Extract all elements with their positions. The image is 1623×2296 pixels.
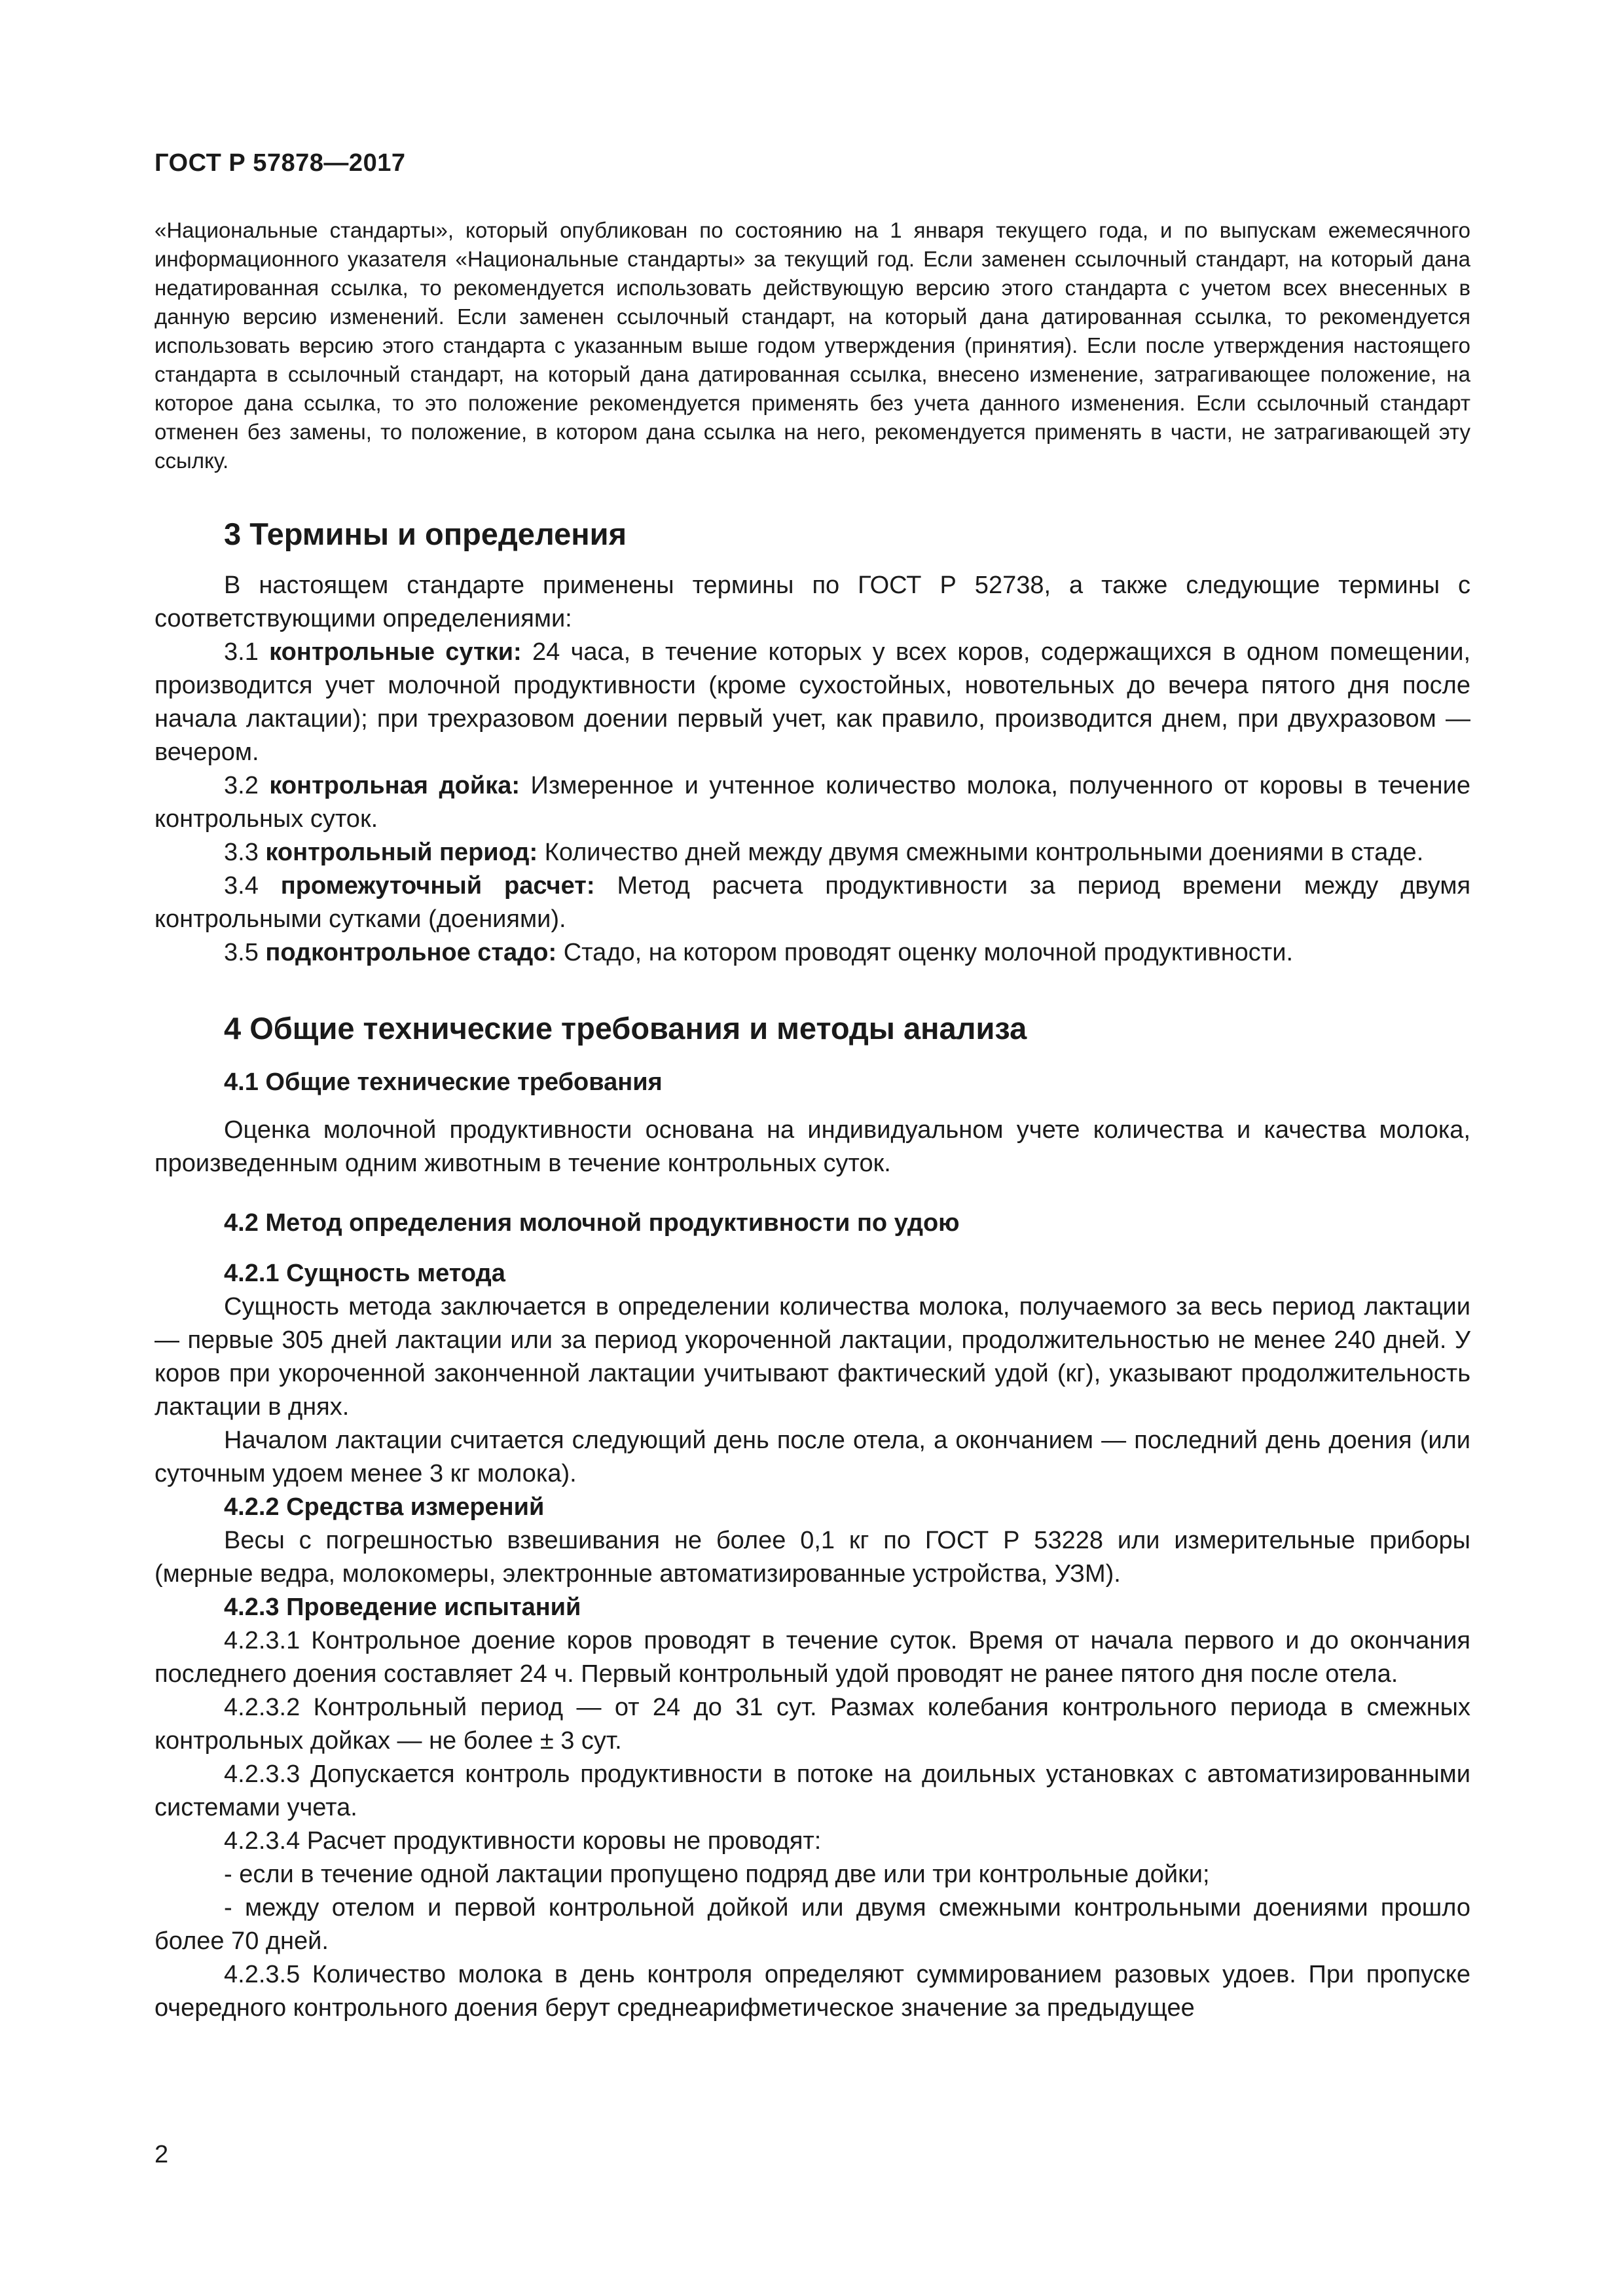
section-4-1-text: Оценка молочной продуктивности основана на индивидуальном учете количества и качества молока, произведенным одним животным в течение контрольных суток. [155,1116,1470,1177]
standard-header: ГОСТ Р 57878—2017 [155,149,406,177]
intro-paragraph: «Национальные стандарты», который опубликован по состоянию на 1 января текущего года, и по выпускам ежемесячного информационного указателя «Национальные стандарты» за текущий год. Если заменен ссылочный стандарт, на который дана недатированная ссылка, то рекомендуется использовать действующую версию этого стандарта с учетом всех внесенных в данную версию изменений. Если заменен ссылочный стандарт, на который дана датированная ссылка, то рекомендуется использовать версию этого стандарта с указанным выше годом утверждения (принятия). Если после утверждения настоящего стандарта в ссылочный стандарт, на который дана датированная ссылка, внесено изменение, затрагивающее положение, на которое дана ссылка, то это положение рекомендуется применять без учета данного изменения. Если ссылочный стандарт отменен без замены, то положение, в котором дана ссылка на него, рекомендуется применять в части, не затрагивающей эту ссылку. [155,218,1470,473]
term-3-2 [155,769,1470,836]
clause-4-2-3-1: 4.2.3.1 Контрольное доение коров проводят в течение суток. Время от начала первого и до окончания последнего доения составляет 24 ч. Первый контрольный удой проводят не ранее пятого дня после отела. [155,1627,1470,1688]
term-name: промежуточный расчет: [280,872,595,900]
term-definition: 24 часа, в течение которых у всех коров, содержащихся в одном помещении, производится учет молочной продуктивности (кроме сухостойных, новотельных до вечера пятого дня после начала лактации); при трехразовом доении первый учет, как правило, производится днем, при двухразовом — вечером. [155,638,1471,766]
term-3-3 [155,836,1470,869]
section-4-1-title: 4.1 Общие технические требования [224,1068,663,1096]
term-name: подконтрольное стадо: [265,939,557,966]
section-4-2-2-p1: Весы с погрешностью взвешивания не более 0,1 кг по ГОСТ Р 53228 или измерительные приборы (мерные ведра, молокомеры, электронные автоматизированные устройства, УЗМ). [155,1527,1470,1588]
term-number: 3.4 [224,872,259,900]
page-number: 2 [155,2141,169,2168]
term-number: 3.3 [224,839,259,866]
term-name: контрольные сутки: [269,638,522,666]
section-4-2-2-title: 4.2.2 Средства измерений [224,1493,545,1521]
section-4-2-1-p2: Началом лактации считается следующий день после отела, а окончанием — последний день доения (или суточным удоем менее 3 кг молока). [155,1427,1470,1487]
clause-4-2-3-5: 4.2.3.5 Количество молока в день контроля определяют суммированием разовых удоев. При пропуске очередного контрольного доения берут среднеарифметическое значение за предыдущее [155,1961,1470,2022]
page-content [155,216,1470,2025]
term-number: 3.1 [224,638,259,666]
section-3-intro: В настоящем стандарте применены термины по ГОСТ Р 52738, а также следующие термины с соответствующими определениями: [155,572,1470,632]
term-definition: Количество дней между двумя смежными контрольными доениями в стаде. [544,839,1424,866]
term-definition: Метод расчета продуктивности за период времени между двумя контрольными сутками (доениями). [155,872,1471,933]
section-4-2-1-p1: Сущность метода заключается в определении количества молока, получаемого за весь период лактации — первые 305 дней лактации или за период укороченной лактации, продолжительностью не менее 240 дней. У коров при укороченной законченной лактации учитывают фактический удой (кг), указывают продолжительность лактации в днях. [155,1293,1470,1421]
term-definition: Стадо, на котором проводят оценку молочной продуктивности. [563,939,1293,966]
term-number: 3.2 [224,772,259,799]
term-definition: Измеренное и учтенное количество молока, полученного от коровы в течение контрольных суток. [155,772,1470,833]
term-name: контрольный период: [265,839,538,866]
term-name: контрольная дойка: [269,772,520,799]
term-number: 3.5 [224,939,259,966]
term-3-5 [155,936,1470,970]
section-4-2-1-title: 4.2.1 Сущность метода [224,1260,505,1287]
section-4-2-3-title: 4.2.3 Проведение испытаний [224,1594,581,1621]
term-3-1 [155,636,1470,769]
clause-4-2-3-4: 4.2.3.4 Расчет продуктивности коровы не проводят: [224,1827,822,1855]
section-4-title: 4 Общие технические требования и методы анализа [224,1011,1027,1046]
clause-4-2-3-2: 4.2.3.2 Контрольный период — от 24 до 31 сут. Размах колебания контрольного периода в смежных контрольных дойках — не более ± 3 сут. [155,1694,1470,1755]
section-4-2-title: 4.2 Метод определения молочной продуктивности по удою [224,1209,960,1237]
clause-4-2-3-4-bullet-2: - между отелом и первой контрольной дойкой или двумя смежными контрольными доениями прошло более 70 дней. [155,1894,1470,1955]
clause-4-2-3-4-bullet-1: - если в течение одной лактации пропущено подряд две или три контрольные дойки; [224,1861,1210,1888]
clause-4-2-3-3: 4.2.3.3 Допускается контроль продуктивности в потоке на доильных установках с автоматизированными системами учета. [155,1760,1470,1821]
term-3-4 [155,869,1470,936]
section-3-title: 3 Термины и определения [224,517,627,551]
